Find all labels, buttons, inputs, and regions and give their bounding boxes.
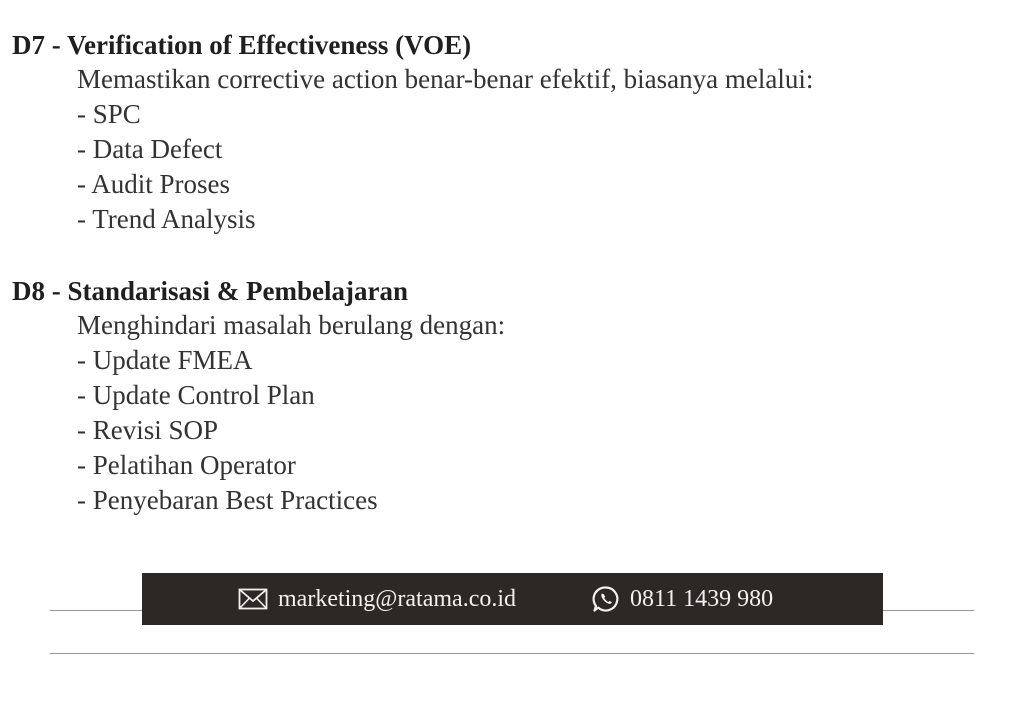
- section-body-d8: [77, 308, 1002, 518]
- list-item: - Penyebaran Best Practices: [77, 485, 378, 515]
- whatsapp-icon: [592, 585, 620, 613]
- email-contact[interactable]: [238, 573, 516, 625]
- list-item: - Pelatihan Operator: [77, 450, 296, 480]
- list-item: - Trend Analysis: [77, 204, 256, 234]
- contact-bar: [142, 573, 883, 625]
- section-body-d7: [77, 62, 1002, 237]
- phone-contact[interactable]: [592, 573, 773, 625]
- section-intro-d7: Memastikan corrective action benar-benar efektif, biasanya melalui:: [77, 64, 814, 94]
- email-link[interactable]: marketing@ratama.co.id: [278, 585, 517, 612]
- section-d8: [12, 274, 1002, 518]
- section-title-d7: D7 - Verification of Effectiveness (VOE): [12, 30, 472, 60]
- section-title-d8: D8 - Standarisasi & Pembelajaran: [12, 276, 408, 306]
- phone-number[interactable]: 0811 1439 980: [630, 585, 774, 612]
- list-item: - SPC: [77, 99, 141, 129]
- list-item: - Audit Proses: [77, 169, 231, 199]
- section-d7: [12, 28, 1002, 237]
- list-item: - Data Defect: [77, 134, 223, 164]
- list-item: - Update Control Plan: [77, 380, 315, 410]
- divider-bottom: [50, 653, 974, 654]
- section-intro-d8: Menghindari masalah berulang dengan:: [77, 310, 506, 340]
- envelope-icon: [238, 588, 268, 610]
- list-item: - Update FMEA: [77, 345, 253, 375]
- list-item: - Revisi SOP: [77, 415, 219, 445]
